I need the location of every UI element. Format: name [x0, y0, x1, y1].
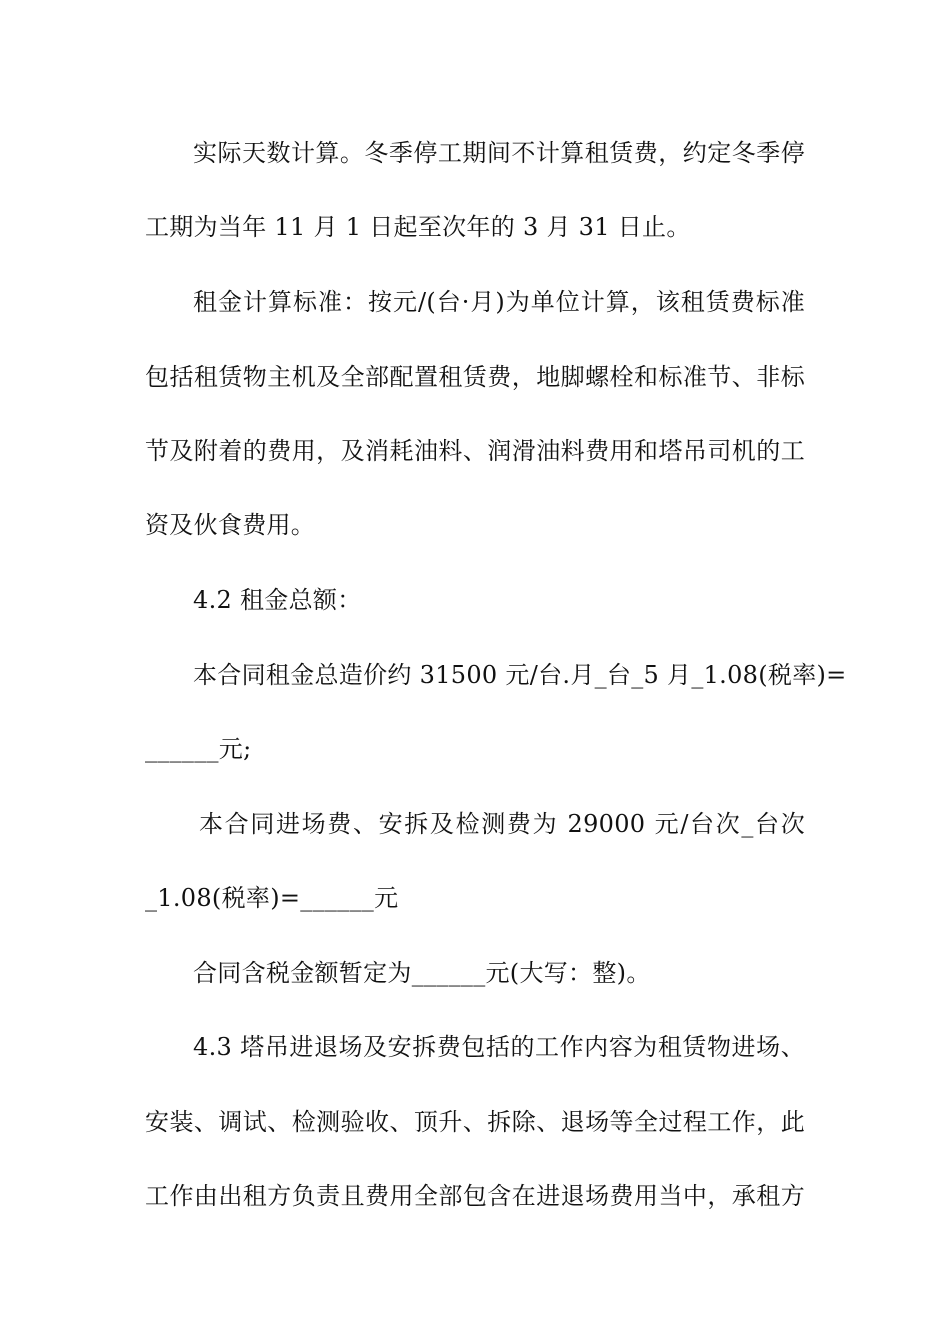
paragraph-line: 资及伙食费用。 — [145, 511, 316, 539]
paragraph-line: 本合同进场费、安拆及检测费为 29000 元/台次_台次 — [199, 810, 805, 838]
paragraph-line: 实际天数计算。冬季停工期间不计算租赁费，约定冬季停 — [193, 139, 805, 167]
section-heading: 4.2 租金总额： — [193, 586, 362, 614]
paragraph-line: 工期为当年 11 月 1 日起至次年的 3 月 31 日止。 — [145, 213, 691, 241]
paragraph-line: 租金计算标准：按元/(台·月)为单位计算，该租赁费标准 — [193, 288, 805, 316]
paragraph-line: ______元; — [145, 735, 252, 763]
paragraph-line: 工作由出租方负责且费用全部包含在进退场费用当中，承租方 — [145, 1182, 805, 1210]
paragraph-line: 4.3 塔吊进退场及安拆费包括的工作内容为租赁物进场、 — [193, 1033, 805, 1061]
paragraph-line: 包括租赁物主机及全部配置租赁费，地脚螺栓和标准节、非标 — [145, 363, 805, 391]
paragraph-line: 合同含税金额暂定为______元(大写：整)。 — [193, 959, 651, 987]
paragraph-line: 本合同租金总造价约 31500 元/台.月_台_5 月_1.08(税率)= — [193, 661, 847, 689]
paragraph-line: 安装、调试、检测验收、顶升、拆除、退场等全过程工作，此 — [145, 1108, 805, 1136]
paragraph-line: 节及附着的费用，及消耗油料、润滑油料费用和塔吊司机的工 — [145, 437, 805, 465]
paragraph-line: _1.08(税率)=______元 — [145, 884, 399, 912]
